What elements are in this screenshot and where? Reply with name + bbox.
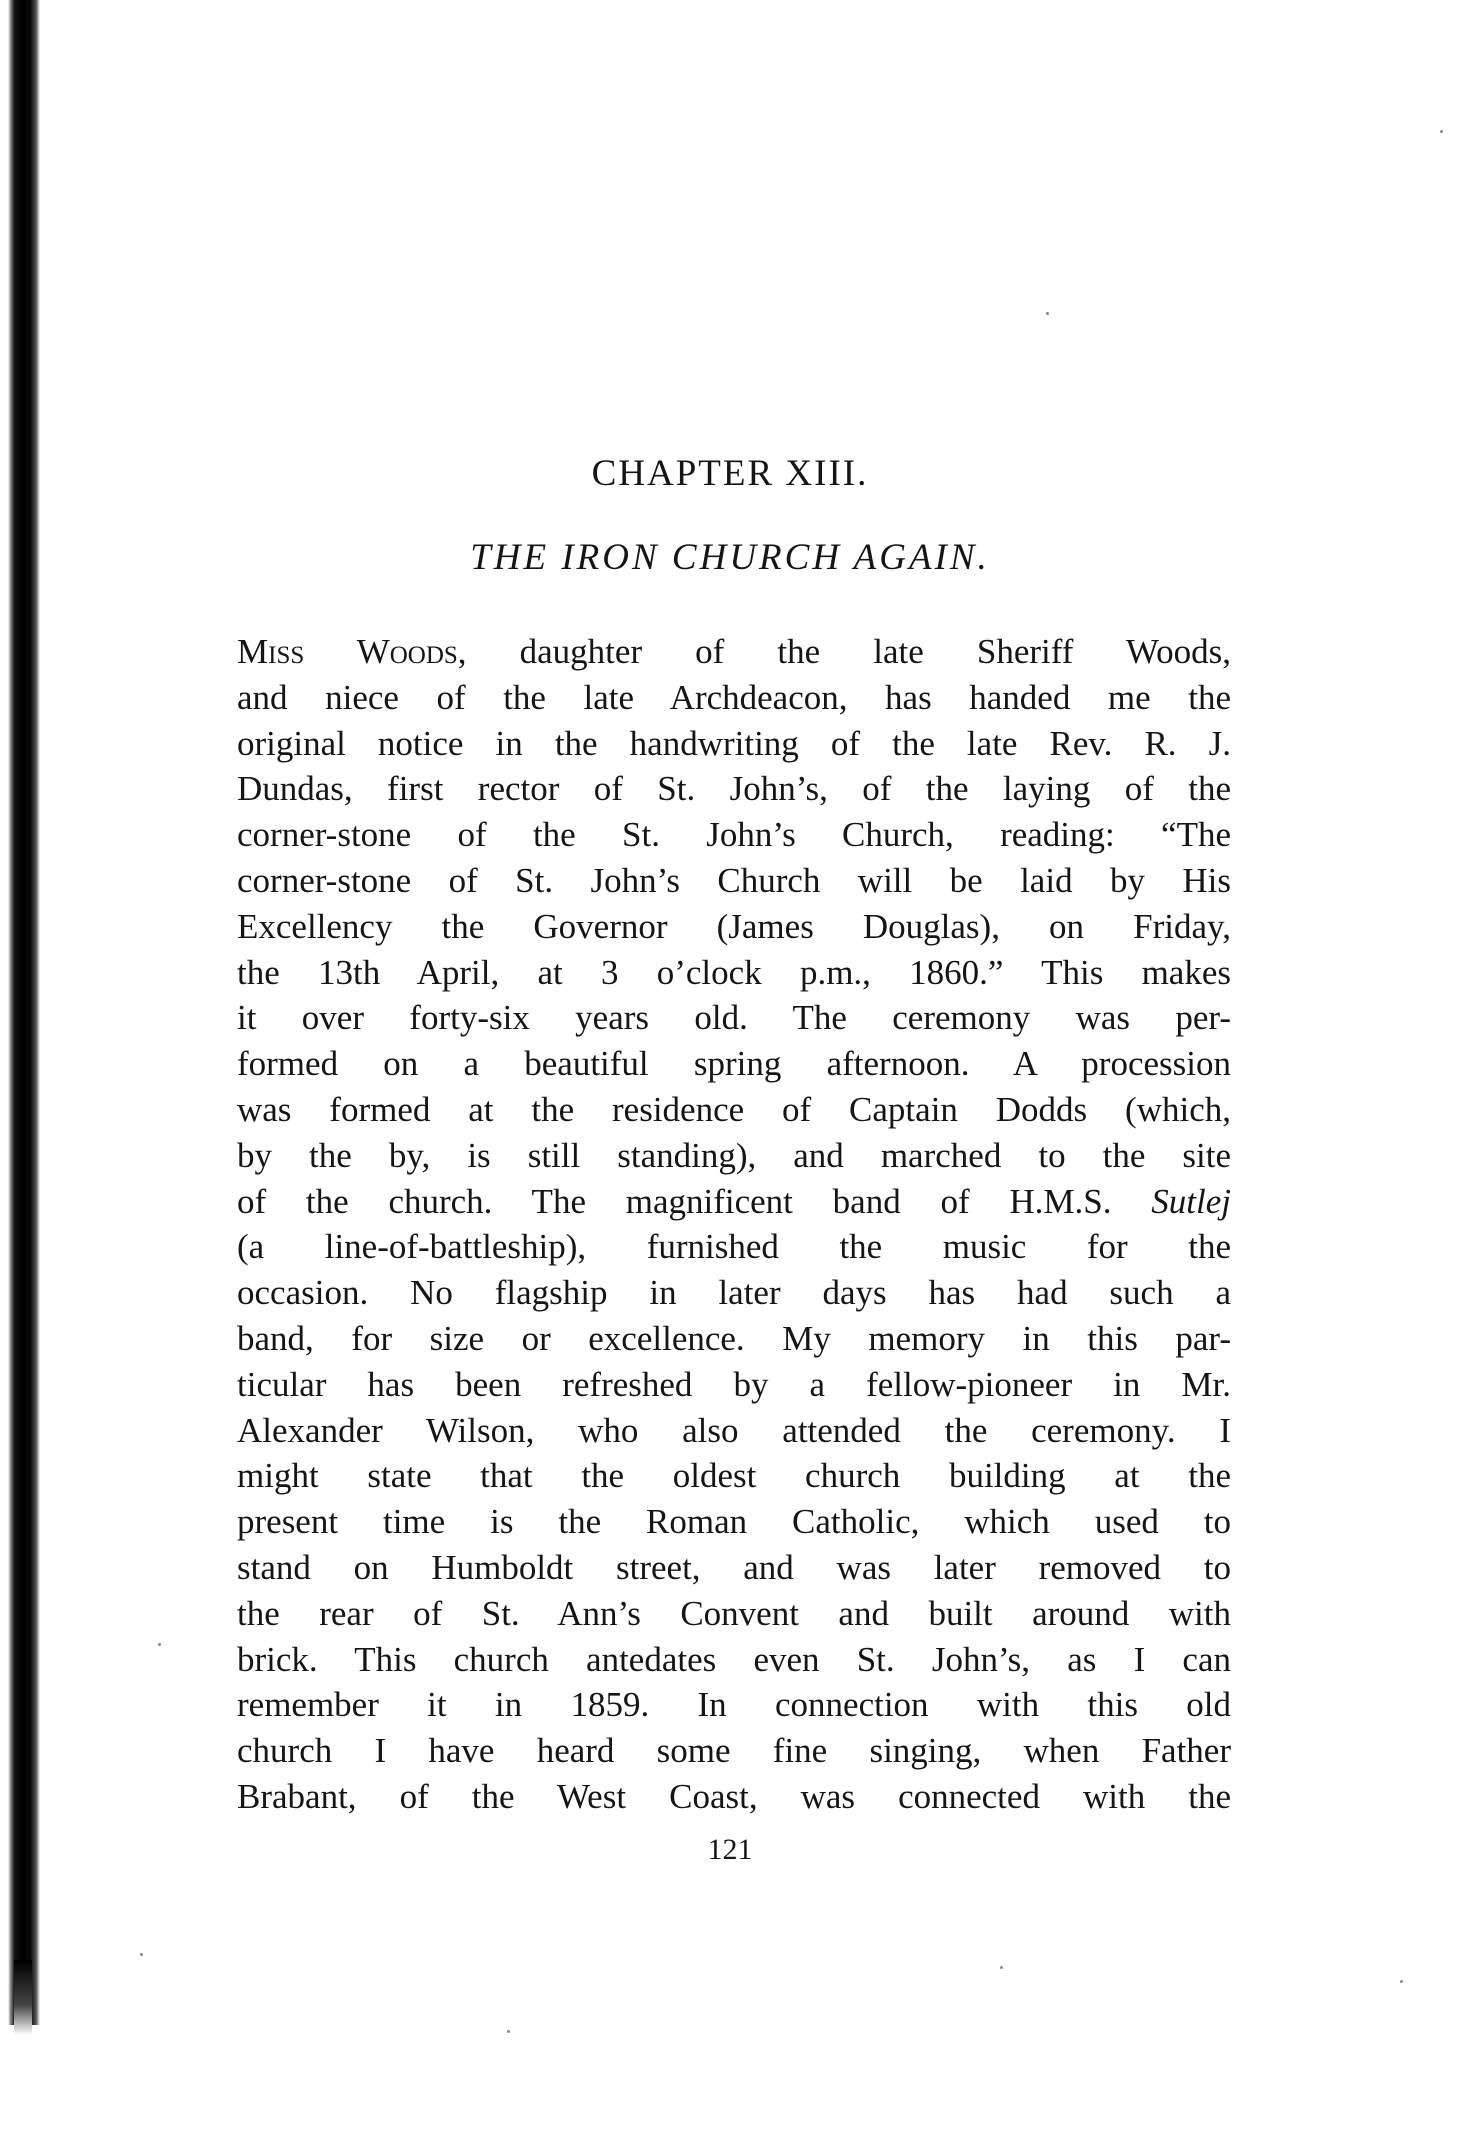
- body-line: the rear of St. Ann’s Convent and built around with: [237, 1593, 1231, 1633]
- body-line: brick. This church antedates even St. John’s, as I can: [237, 1639, 1231, 1679]
- body-line: might state that the oldest church building at the: [237, 1456, 1231, 1496]
- binding-shadow-tail: [14, 1960, 32, 2035]
- body-line: the 13th April, at 3 o’clock p.m., 1860.” This makes: [237, 952, 1231, 992]
- body-line: Brabant, of the West Coast, was connected with the: [237, 1776, 1231, 1816]
- paper-speck: [140, 1953, 143, 1956]
- binding-gutter: [0, 0, 46, 2153]
- opening-words: Miss Woods,: [237, 632, 467, 671]
- body-line: [237, 1179, 1231, 1225]
- chapter-body: [237, 629, 1231, 1820]
- page-number: 121: [707, 1833, 753, 1866]
- body-line: Excellency the Governor (James Douglas), on Friday,: [237, 906, 1231, 946]
- binding-shadow: [8, 0, 40, 2025]
- paper-speck: [158, 1643, 161, 1646]
- body-line: and niece of the late Archdeacon, has handed me the: [237, 677, 1231, 717]
- body-line: ticular has been refreshed by a fellow-pioneer in Mr.: [237, 1364, 1231, 1404]
- body-line: remember it in 1859. In connection with this old: [237, 1685, 1231, 1725]
- body-line: it over forty-six years old. The ceremony was per-: [237, 998, 1231, 1038]
- body-line: original notice in the handwriting of the late Rev. R. J.: [237, 723, 1231, 763]
- body-line-text: of the church. The magnificent band of H.M.S.: [237, 1181, 1112, 1221]
- body-line: band, for size or excellence. My memory in this par-: [237, 1318, 1231, 1358]
- body-line: was formed at the residence of Captain Dodds (which,: [237, 1089, 1231, 1129]
- body-line: Dundas, first rector of St. John’s, of the laying of the: [237, 769, 1231, 809]
- chapter-number: CHAPTER XIII.: [591, 453, 869, 494]
- body-line: formed on a beautiful spring afternoon. A procession: [237, 1044, 1231, 1084]
- paper-speck: [1046, 312, 1049, 315]
- ship-name: Sutlej: [1151, 1181, 1232, 1221]
- paper-speck: [1000, 1966, 1003, 1969]
- body-line: present time is the Roman Catholic, which used to: [237, 1502, 1231, 1542]
- body-line: by the by, is still standing), and marched to the site: [237, 1135, 1231, 1175]
- body-line: stand on Humboldt street, and was later removed to: [237, 1547, 1231, 1587]
- paper-speck: [507, 2030, 510, 2033]
- body-line: [237, 629, 1231, 675]
- body-line: church I have heard some fine singing, when Father: [237, 1731, 1231, 1771]
- body-line: occasion. No flagship in later days has had such a: [237, 1273, 1231, 1313]
- body-line: Alexander Wilson, who also attended the ceremony. I: [237, 1410, 1231, 1450]
- body-line: corner-stone of the St. John’s Church, reading: “The: [237, 815, 1231, 855]
- body-line: (a line-of-battleship), furnished the music for the: [237, 1227, 1231, 1267]
- chapter-title: THE IRON CHURCH AGAIN.: [470, 537, 990, 578]
- paper-speck: [1400, 1980, 1403, 1983]
- body-line-text: daughter of the late Sheriff Woods,: [466, 632, 1231, 671]
- paper-speck: [1440, 130, 1443, 133]
- body-line: corner-stone of St. John’s Church will be laid by His: [237, 860, 1231, 900]
